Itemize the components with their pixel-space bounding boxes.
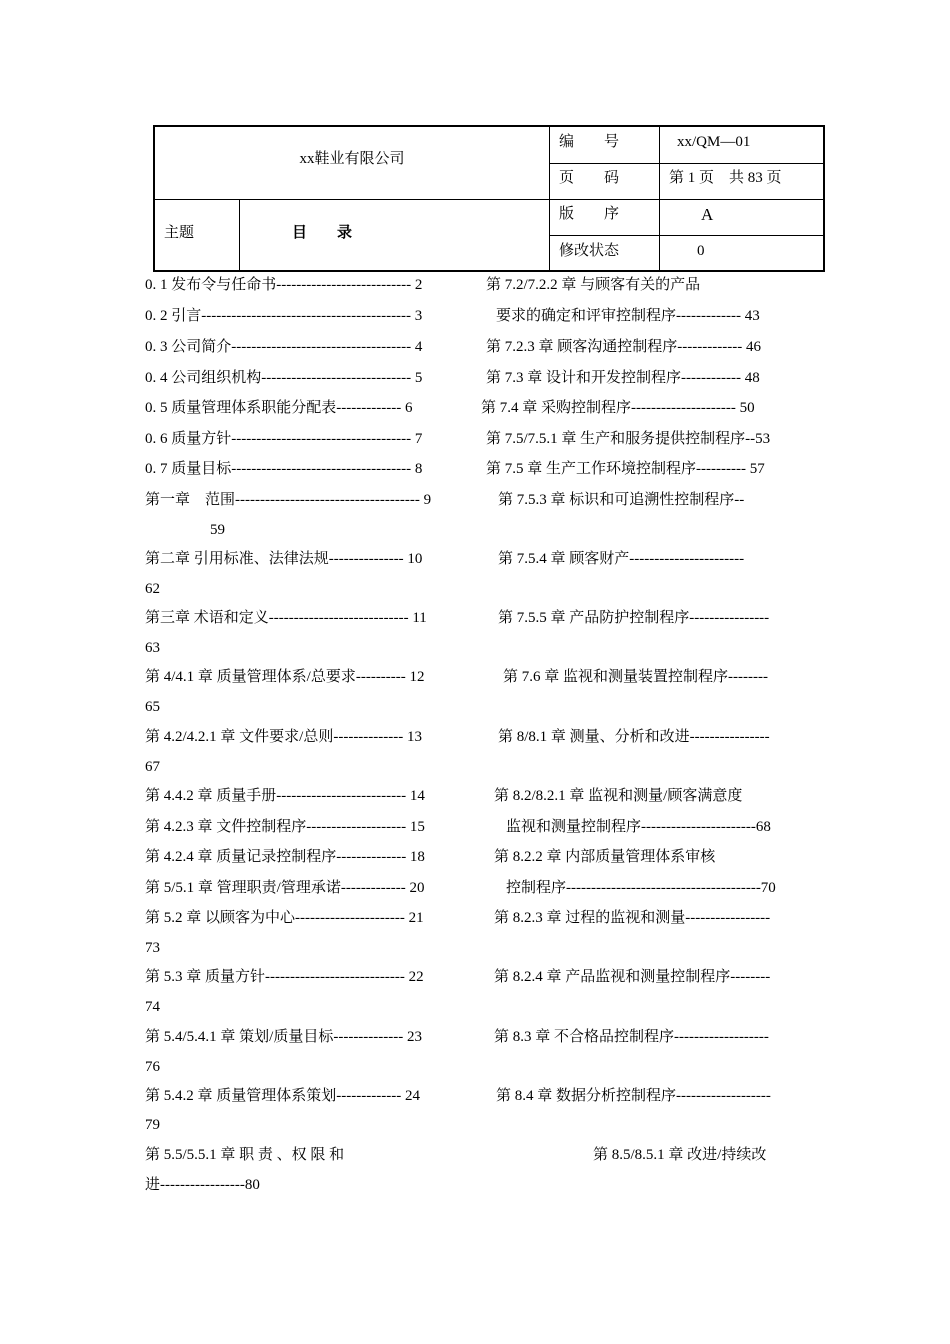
header-divider — [239, 199, 240, 270]
toc-entry: 第 8.2.3 章 过程的监视和测量----------------- — [494, 910, 771, 926]
toc-page-number: 73 — [145, 940, 160, 956]
toc-page-number: 59 — [210, 522, 225, 538]
revision-status-label: 修改状态 — [559, 243, 620, 259]
toc-entry: 0. 6 质量方针------------------------------------ 7 — [145, 431, 423, 447]
toc-page-number: 63 — [145, 640, 160, 656]
toc-entry: 第 8.2.2 章 内部质量管理体系审核 — [494, 849, 716, 865]
company-name: xx鞋业有限公司 — [299, 151, 405, 167]
toc-entry: 监视和测量控制程序-----------------------68 — [506, 819, 771, 835]
version-value: A — [701, 205, 714, 224]
toc-entry: 第 4.2/4.2.1 章 文件要求/总则-------------- 13 — [145, 729, 423, 745]
toc-entry: 进-----------------80 — [145, 1177, 260, 1193]
toc-entry: 0. 5 质量管理体系职能分配表------------- 6 — [145, 400, 413, 416]
toc-entry: 第 7.2/7.2.2 章 与顾客有关的产品 — [486, 277, 701, 293]
toc-entry: 第三章 术语和定义---------------------------- 11 — [145, 610, 427, 626]
toc-entry: 第二章 引用标准、法律法规--------------- 10 — [145, 551, 423, 567]
toc-entry: 第 4/4.1 章 质量管理体系/总要求---------- 12 — [145, 669, 425, 685]
toc-entry: 第 7.2.3 章 顾客沟通控制程序------------- 46 — [486, 339, 761, 355]
toc-entry: 第 8.2/8.2.1 章 监视和测量/顾客满意度 — [494, 788, 743, 804]
revision-status-value: 0 — [697, 243, 705, 259]
toc-entry: 0. 1 发布令与任命书--------------------------- 2 — [145, 277, 423, 293]
toc-entry: 第 4.2.4 章 质量记录控制程序-------------- 18 — [145, 849, 425, 865]
toc-entry: 0. 7 质量目标------------------------------------ 8 — [145, 461, 423, 477]
toc-page-number: 76 — [145, 1059, 160, 1075]
page-number-label: 页 码 — [559, 170, 620, 186]
toc-entry: 要求的确定和评审控制程序------------- 43 — [496, 308, 760, 324]
toc-entry: 控制程序---------------------------------------70 — [506, 880, 776, 896]
toc-entry: 第 7.5/7.5.1 章 生产和服务提供控制程序--53 — [486, 431, 771, 447]
toc-entry: 第 8/8.1 章 测量、分析和改进---------------- — [498, 729, 770, 745]
toc-page-number: 74 — [145, 999, 160, 1015]
toc-entry: 第 8.2.4 章 产品监视和测量控制程序-------- — [494, 969, 771, 985]
toc-entry: 第 7.6 章 监视和测量装置控制程序-------- — [503, 669, 768, 685]
header-divider — [549, 235, 823, 236]
toc-entry: 第 7.5.4 章 顾客财产----------------------- — [498, 551, 745, 567]
page-number-value: 第 1 页 共 83 页 — [669, 170, 782, 186]
toc-entry: 第 7.5 章 生产工作环境控制程序---------- 57 — [486, 461, 765, 477]
subject-label: 主题 — [164, 225, 195, 241]
toc-entry: 第 5.4/5.4.1 章 策划/质量目标-------------- 23 — [145, 1029, 423, 1045]
toc-entry: 第 5.3 章 质量方针---------------------------- 22 — [145, 969, 424, 985]
toc-entry: 0. 2 引言------------------------------------------ 3 — [145, 308, 423, 324]
doc-number-value: xx/QM—01 — [677, 134, 751, 150]
toc-entry: 第 8.4 章 数据分析控制程序------------------- — [496, 1088, 771, 1104]
version-label: 版 序 — [559, 206, 620, 222]
toc-entry: 第 8.5/8.5.1 章 改进/持续改 — [593, 1147, 767, 1163]
toc-entry: 第 7.3 章 设计和开发控制程序------------ 48 — [486, 370, 760, 386]
toc-entry: 0. 3 公司简介------------------------------------ 4 — [145, 339, 423, 355]
toc-page-number: 65 — [145, 699, 160, 715]
toc-entry: 第 5/5.1 章 管理职责/管理承诺------------- 20 — [145, 880, 425, 896]
toc-entry: 第 4.2.3 章 文件控制程序-------------------- 15 — [145, 819, 425, 835]
toc-entry: 第 5.4.2 章 质量管理体系策划------------- 24 — [145, 1088, 420, 1104]
header-divider — [549, 199, 823, 200]
toc-entry: 第 8.3 章 不合格品控制程序------------------- — [494, 1029, 769, 1045]
toc-entry: 第 5.2 章 以顾客为中心---------------------- 21 — [145, 910, 424, 926]
page-title: 目 录 — [292, 225, 353, 241]
header-divider — [549, 163, 823, 164]
toc-entry: 第 7.5.3 章 标识和可追溯性控制程序-- — [498, 492, 745, 508]
toc-entry: 第一章 范围------------------------------------- 9 — [145, 492, 432, 508]
header-divider — [155, 199, 549, 200]
toc-page-number: 79 — [145, 1117, 160, 1133]
document-header-table — [153, 125, 825, 272]
toc-entry: 第 5.5/5.5.1 章 职 责 、权 限 和 — [145, 1147, 345, 1163]
toc-page-number: 67 — [145, 759, 160, 775]
toc-entry: 第 7.5.5 章 产品防护控制程序---------------- — [498, 610, 770, 626]
toc-page-number: 62 — [145, 581, 160, 597]
toc-entry: 第 7.4 章 采购控制程序--------------------- 50 — [481, 400, 755, 416]
toc-entry: 第 4.4.2 章 质量手册-------------------------- 14 — [145, 788, 425, 804]
toc-entry: 0. 4 公司组织机构------------------------------ 5 — [145, 370, 423, 386]
doc-number-label: 编 号 — [559, 134, 620, 150]
